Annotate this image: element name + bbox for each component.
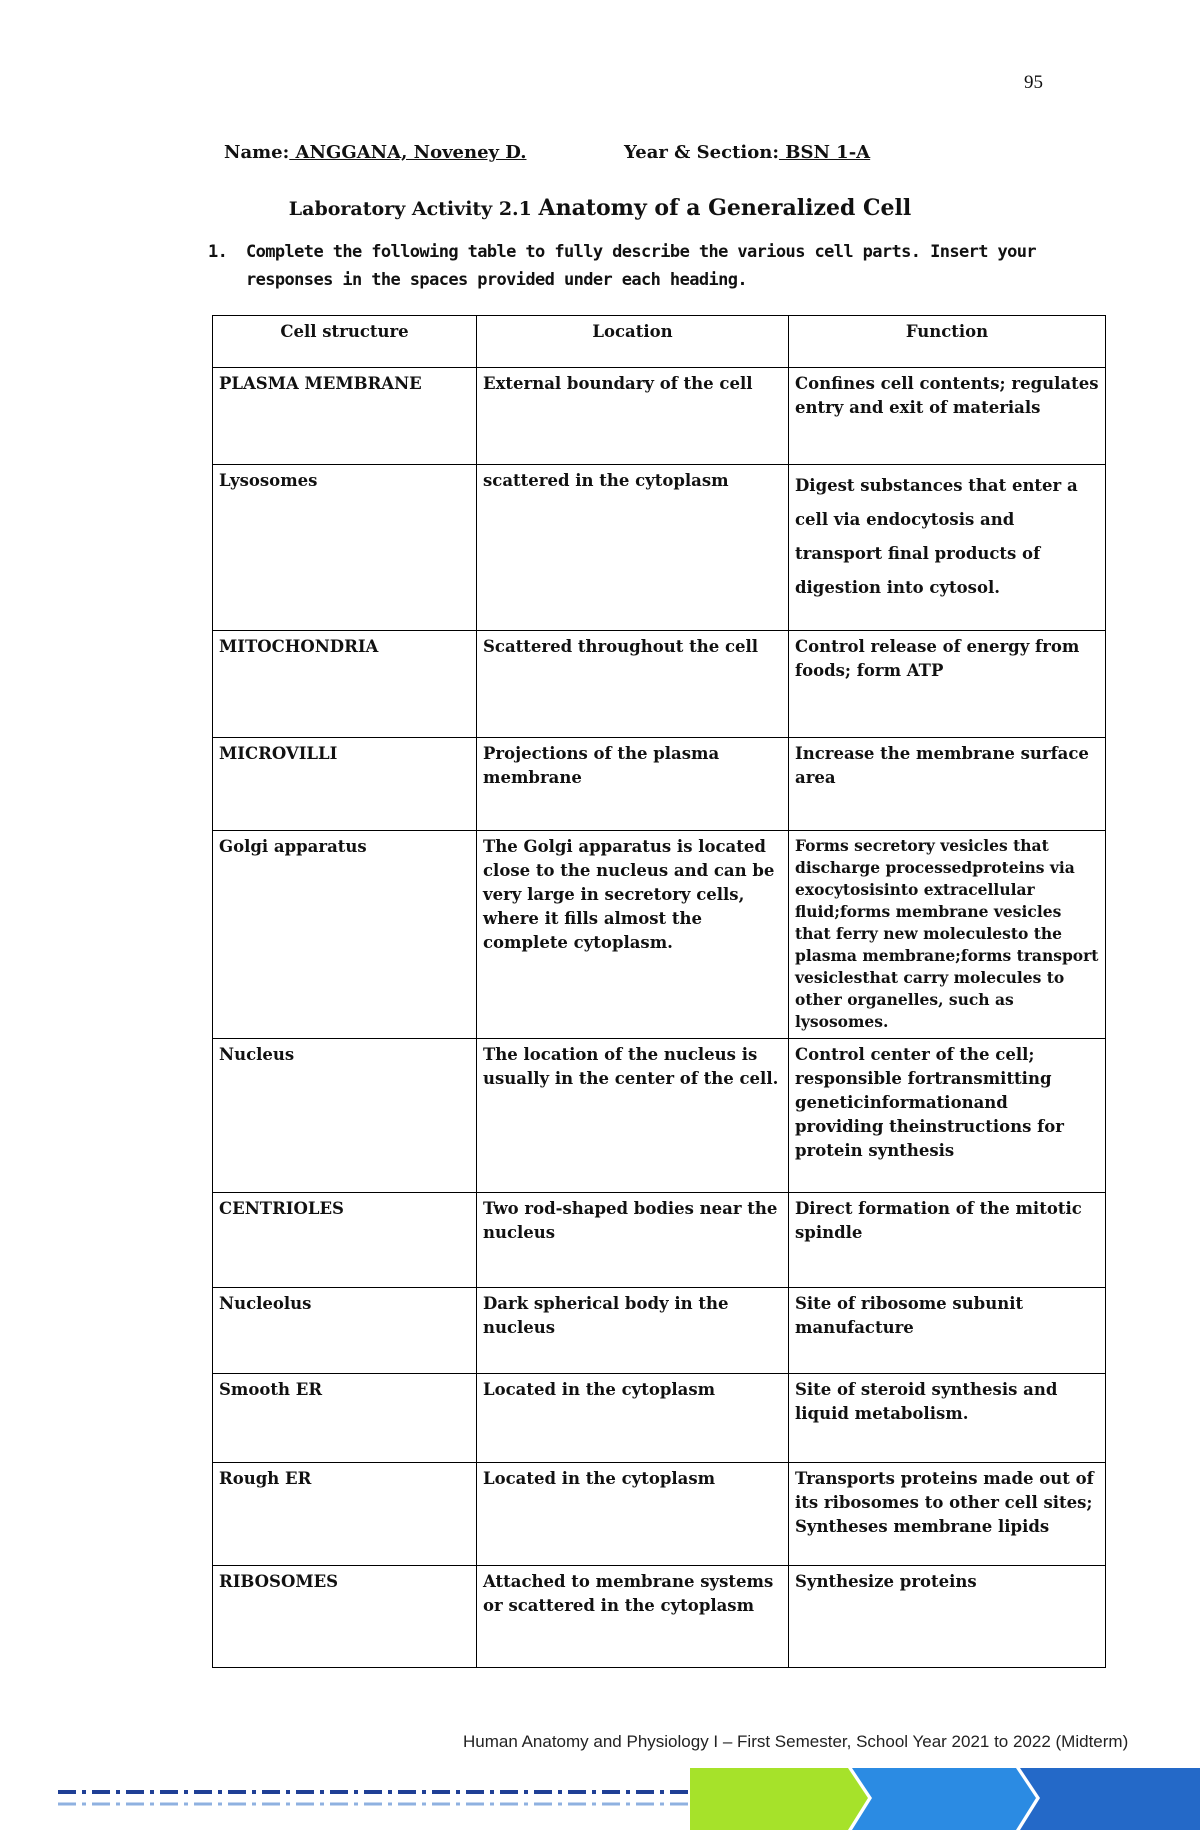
instruction-number: 1. <box>208 242 228 262</box>
table-row <box>213 1193 1106 1288</box>
location-cell: Attached to membrane systems or scattered in the cytoplasm <box>477 1566 789 1668</box>
header-cell-structure: Cell structure <box>213 316 477 368</box>
location-cell: Scattered throughout the cell <box>477 631 789 738</box>
cell-parts-table <box>212 315 1106 1668</box>
structure-cell: Nucleus <box>213 1039 477 1193</box>
structure-cell: Nucleolus <box>213 1288 477 1374</box>
table-row <box>213 368 1106 465</box>
page-number: 95 <box>1024 72 1043 93</box>
function-cell: Increase the membrane surface area <box>789 738 1106 831</box>
name-field <box>224 142 526 163</box>
structure-cell: Lysosomes <box>213 465 477 631</box>
table-row <box>213 1039 1106 1193</box>
function-cell: Control center of the cell; responsible fortransmitting geneticinformationand providing theinstructions for protein synthesis <box>789 1039 1106 1193</box>
function-cell: Direct formation of the mitotic spindle <box>789 1193 1106 1288</box>
function-cell: Digest substances that enter a cell via endocytosis and transport final products of digestion into cytosol. <box>789 465 1106 631</box>
function-cell: Site of steroid synthesis and liquid metabolism. <box>789 1374 1106 1463</box>
activity-title-prefix: Laboratory Activity 2.1 <box>288 198 532 220</box>
structure-cell: MITOCHONDRIA <box>213 631 477 738</box>
blue-arrow-icon <box>852 1768 1036 1830</box>
location-cell: scattered in the cytoplasm <box>477 465 789 631</box>
table-row <box>213 465 1106 631</box>
structure-cell: Golgi apparatus <box>213 831 477 1039</box>
table-row <box>213 1374 1106 1463</box>
location-cell: Two rod-shaped bodies near the nucleus <box>477 1193 789 1288</box>
year-section-value: BSN 1-A <box>778 142 871 163</box>
table-header-row <box>213 316 1106 368</box>
table-row <box>213 1288 1106 1374</box>
activity-title <box>0 195 1200 221</box>
function-cell: Control release of energy from foods; form ATP <box>789 631 1106 738</box>
instruction <box>208 238 1068 294</box>
function-cell: Confines cell contents; regulates entry and exit of materials <box>789 368 1106 465</box>
structure-cell: Smooth ER <box>213 1374 477 1463</box>
location-cell: The location of the nucleus is usually in the center of the cell. <box>477 1039 789 1193</box>
function-cell: Site of ribosome subunit manufacture <box>789 1288 1106 1374</box>
location-cell: The Golgi apparatus is located close to the nucleus and can be very large in secretory cells, where it fills almost the complete cytoplasm. <box>477 831 789 1039</box>
function-cell: Transports proteins made out of its ribosomes to other cell sites; Syntheses membrane lipids <box>789 1463 1106 1566</box>
location-cell: Located in the cytoplasm <box>477 1374 789 1463</box>
table-row <box>213 1463 1106 1566</box>
year-section-field <box>624 142 870 163</box>
structure-cell: PLASMA MEMBRANE <box>213 368 477 465</box>
structure-cell: CENTRIOLES <box>213 1193 477 1288</box>
header-function: Function <box>789 316 1106 368</box>
dash-line-icon <box>58 1792 690 1804</box>
year-section-label: Year & Section: <box>624 142 779 163</box>
name-value: ANGGANA, Noveney D. <box>289 142 527 163</box>
dark-blue-arrow-icon <box>1020 1768 1200 1830</box>
structure-cell: Rough ER <box>213 1463 477 1566</box>
instruction-text: Complete the following table to fully describe the various cell parts. Insert your responses in the spaces provided under each heading. <box>246 242 1037 290</box>
table-row <box>213 1566 1106 1668</box>
footer-text: Human Anatomy and Physiology I – First Semester, School Year 2021 to 2022 (Midterm) <box>463 1732 1129 1751</box>
function-cell: Synthesize proteins <box>789 1566 1106 1668</box>
footer-banner <box>0 1764 1200 1834</box>
header-location: Location <box>477 316 789 368</box>
function-cell: Forms secretory vesicles that discharge processedproteins via exocytosisinto extracellular fluid;forms membrane vesicles that ferry new moleculesto the plasma membrane;forms transport vesiclesthat carry molecules to other organelles, such as lysosomes. <box>789 831 1106 1039</box>
structure-cell: MICROVILLI <box>213 738 477 831</box>
location-cell: Located in the cytoplasm <box>477 1463 789 1566</box>
table-row <box>213 831 1106 1039</box>
location-cell: External boundary of the cell <box>477 368 789 465</box>
structure-cell: RIBOSOMES <box>213 1566 477 1668</box>
table-row <box>213 738 1106 831</box>
name-label: Name: <box>224 142 290 163</box>
green-arrow-icon <box>690 1768 868 1830</box>
location-cell: Dark spherical body in the nucleus <box>477 1288 789 1374</box>
activity-title-main: Anatomy of a Generalized Cell <box>538 195 912 221</box>
table-row <box>213 631 1106 738</box>
location-cell: Projections of the plasma membrane <box>477 738 789 831</box>
